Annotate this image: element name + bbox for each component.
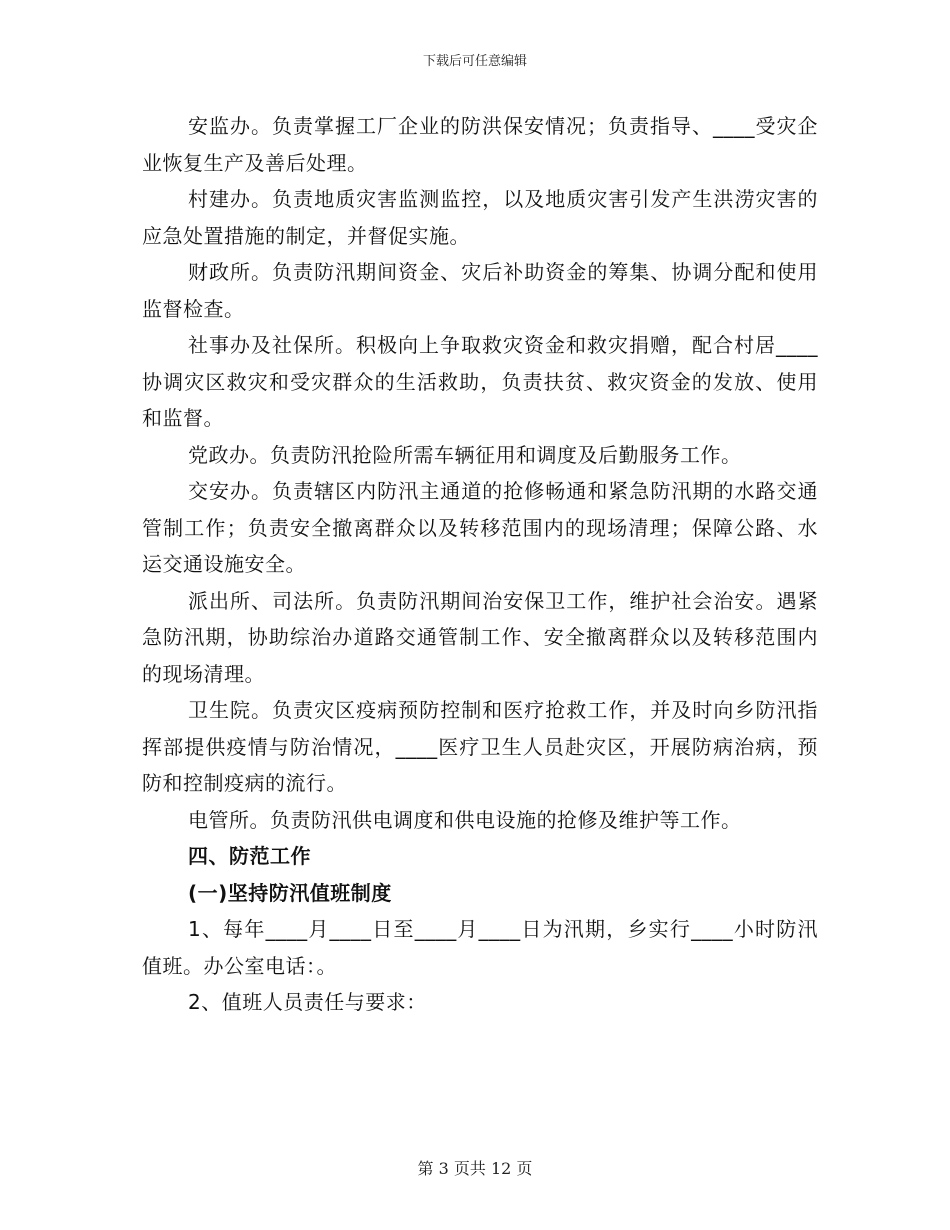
page-footer: 第 3 页共 12 页 (417, 1159, 533, 1178)
paragraph-health-center: 卫生院。负责灾区疫病预防控制和医疗抢救工作，并及时向乡防汛指挥部提供疫情与防治情况，____医疗卫生人员赴灾区，开展防病治病，预防和控制疫病的流行。 (142, 698, 818, 795)
paragraph-finance: 财政所。负责防汛期间资金、灾后补助资金的筹集、协调分配和使用监督检查。 (142, 260, 818, 321)
page-header: 下载后可任意编辑 (422, 54, 527, 69)
paragraph-party-office: 党政办。负责防汛抢险所需车辆征用和调度及后勤服务工作。 (188, 442, 742, 467)
paragraph-police-justice: 派出所、司法所。负责防汛期间治安保卫工作，维护社会治安。遇紧急防汛期，协助综治办道路交通管制工作、安全撤离群众以及转移范围内的现场清理。 (142, 588, 818, 686)
section-heading: 四、防范工作 (188, 844, 311, 868)
list-item-duty-requirements: 2、值班人员责任与要求： (188, 990, 427, 1014)
paragraph-safety-office: 安监办。负责掌握工厂企业的防洪保安情况；负责指导、____受灾企业恢复生产及善后处理。 (142, 114, 818, 175)
document-body (142, 108, 818, 1021)
paragraph-power-office: 电管所。负责防汛供电调度和供电设施的抢修及维护等工作。 (188, 807, 742, 832)
paragraph-village-construction: 村建办。负责地质灾害监测监控，以及地质灾害引发产生洪涝灾害的应急处置措施的制定，并督促实施。 (142, 187, 818, 248)
list-item-flood-season: 1、每年____月____日至____月____日为汛期，乡实行____小时防汛值班。办公室电话：。 (142, 917, 818, 978)
paragraph-social-affairs: 社事办及社保所。积极向上争取救灾资金和救灾捐赠，配合村居____协调灾区救灾和受灾群众的生活救助，负责扶贫、救灾资金的发放、使用和监督。 (142, 333, 818, 430)
subsection-heading: (一)坚持防汛值班制度 (188, 880, 392, 905)
paragraph-traffic-office: 交安办。负责辖区内防汛主通道的抢修畅通和紧急防汛期的水路交通管制工作；负责安全撤离群众以及转移范围内的现场清理；保障公路、水运交通设施安全。 (142, 479, 818, 576)
